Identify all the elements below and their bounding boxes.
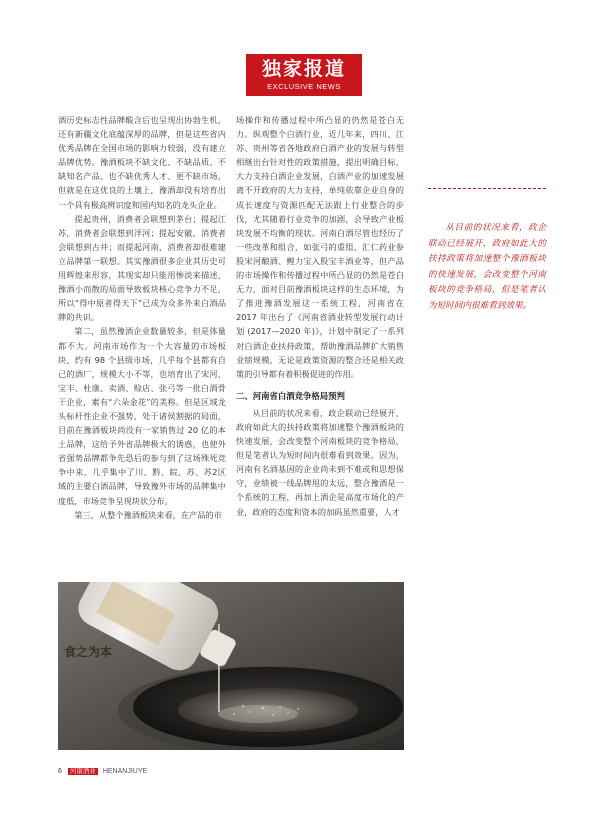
left-paragraph-2: 提起贵州，消费者会联想到茅台；提起江苏，消费者会联想到洋河；提起安徽，消费者会联想到古井；而提起河南，消费者却很难建立品牌第一联想。其实豫酒很多企业其历史可用辉煌来形容，其现实却只能用惨淡来描述，豫酒小而散的局面导致板块核心竞争力不足，所以“得中原者得天下”已成为众多外来白酒品牌的共识。 <box>58 213 226 323</box>
section-heading: 二、河南省白酒竞争格局预判 <box>236 390 345 401</box>
section-subtitle: EXCLUSIVE NEWS <box>267 82 341 91</box>
magazine-pinyin: HENANJIUYE <box>102 768 148 775</box>
photo-illustration <box>58 582 404 750</box>
article-left-column <box>58 113 226 522</box>
page-number: 6 <box>58 768 62 775</box>
left-paragraph-3: 第二，虽然豫酒企业数量较多，但是体量都不大。河南市场作为一个大容量的市场板块，约有 98 个县级市场，几乎每个县都有自己的酒厂，规模大小不等，也培育出了宋河、宝丰、杜康、卖酒、赊店、张弓等一批白酒骨干企业，素有“六朵金花”的美称。但是区域龙头标杆性企业不强势，处于诸侯割据的局面，目前在豫酒板块尚没有一家销售过 20 亿的本土品牌，这给予外省品牌极大的诱惑，也使外省强势品牌都争先恐后的参与到了这场殊死竞争中来，几乎集中了川、黔、皖、苏、苏2区域的主要白酒品牌，导致豫外市场的品牌集中度低，市场竞争呈现块状分布。 <box>58 326 226 506</box>
left-paragraph-1: 酒历史标志性品牌酸含后也呈现出协勃生机，还有新疆文化底蕴深厚的品牌，但是这些省内优秀品牌在全国市场的影响力较弱，没有建立品牌优势。豫酒板块不缺文化、不缺品质、不缺知名产品、也不缺优秀人才、更不缺市场，但就是在这优良的土壤上，豫酒却没有培育出一个具有极高辨识度和国内知名的龙头企业。 <box>58 115 226 210</box>
section-title: 独家报道 <box>261 58 346 80</box>
right-paragraph-1: 场操作和传播过程中所凸显的仍然是苍白无力。纵观整个白酒行业，近几年来，四川、江苏、贵州等省各地政府白酒产业的发展与转型相继出台针对性的政策措施，提出明确目标，大力支持白酒企业发展，白酒产业的加速发展离不开政府的大力支持，单纯依靠企业自身的成长速度与资源匹配无法跟上行业整合的步伐，尤其随着行业竞争的加剧，会导致产业板块发展不均衡的现状。河南白酒尽管也经历了一些改革和组合，如张弓的重组、汇仁药业参股宋河酿酒、鲤力宝入股宝丰酒业等，但产品的市场操作和传播过程中所凸显的仍然是苍白无力，面对目前豫酒板块这样的生态环境，为了推进豫酒发展这一系统工程，河南省在 2017 年出台了《河南省酒业转型发展行动计划 (2017—2020 年)》，计划中制定了一系列对白酒企业扶持政策，帮助豫酒品牌扩大销售业绩规模，无论是政策资源的整合还是相关政策的引导都有着积极促进的作用。 <box>236 115 404 379</box>
pull-quote: 从目前的状况来看，政企联动已经展开，政府如此大的扶持政策将加速整个豫酒板块的快速发展，会改变整个河南板块的竞争格局，但是笔者认为短时间内很难看到效果。 <box>428 223 546 311</box>
section-banner <box>246 54 362 96</box>
pull-quote-divider <box>428 188 546 189</box>
magazine-logo: 河南酒业 <box>69 768 96 775</box>
left-paragraph-4: 第三，从整个豫酒板块来看，在产品的市 <box>74 509 222 520</box>
right-paragraph-2: 从目前的状况来看，政企联动已经展开，政府如此大的扶持政策将加速整个豫酒板块的快速发展，会改变整个河南板块的竞争格局，但是笔者认为短时间内很难看到效果。因为，河南有名酒基因的企业尚未到不难或和思想保守，业绩被一线品牌甩的太远，整合豫酒是一个系统的工程，再加上酒企是高度市场化的产业，政府的态度和资本的加码虽然重要，人才 <box>236 407 404 517</box>
svg-text:食之为本: 食之为本 <box>64 645 113 659</box>
baijiu-pour-photo <box>58 582 404 750</box>
article-right-column <box>236 113 404 519</box>
page-footer <box>58 766 147 778</box>
bottle-label <box>64 644 112 659</box>
